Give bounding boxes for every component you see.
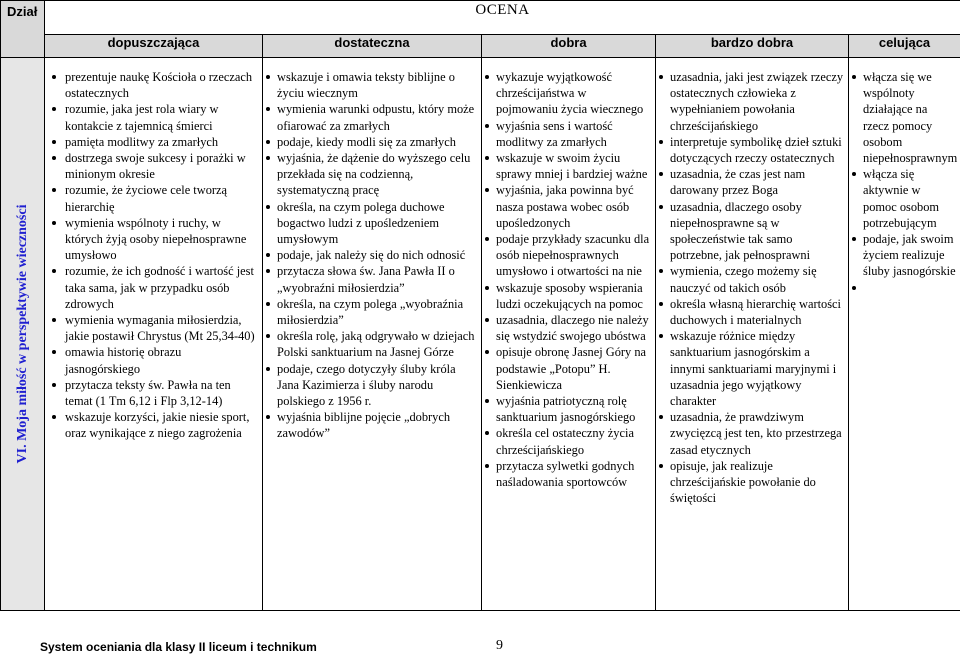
criterion-item: określa, na czym polega „wyobraźnia miłosierdzia”: [263, 296, 477, 328]
criterion-item: wskazuje różnice między sanktuarium jasnogórskim a innymi sanktuariami maryjnymi i uzasadnia jego wyjątkowy charakter: [656, 328, 844, 409]
section-header-label: Dział: [7, 4, 38, 19]
criterion-item: [849, 280, 956, 296]
criterion-item: przytacza teksty św. Pawła na ten temat (1 Tm 6,12 i Flp 3,12-14): [45, 377, 258, 409]
criterion-item: wskazuje i omawia teksty biblijne o życiu wiecznym: [263, 69, 477, 101]
criterion-item: podaje przykłady szacunku dla osób niepełnosprawnych umysłowo i otwartości na nie: [482, 231, 651, 280]
criterion-item: wyjaśnia patriotyczną rolę sanktuarium jasnogórskiego: [482, 393, 651, 425]
criterion-item: podaje, jak należy się do nich odnosić: [263, 247, 477, 263]
grade-header-celujaca: celująca: [849, 35, 960, 58]
criterion-item: uzasadnia, że czas jest nam darowany przez Boga: [656, 166, 844, 198]
criterion-item: uzasadnia, jaki jest związek rzeczy ostatecznych człowieka z wypełnianiem powołania chrześcijańskiego: [656, 69, 844, 134]
criterion-item: podaje, czego dotyczyły śluby króla Jana Kazimierza i śluby narodu polskiego z 1956 r.: [263, 361, 477, 410]
page-number: 9: [496, 638, 503, 653]
criterion-item: przytacza słowa św. Jana Pawła II o „wyobraźni miłosierdzia”: [263, 263, 477, 295]
criterion-item: wskazuje w swoim życiu sprawy mniej i bardziej ważne: [482, 150, 651, 182]
criterion-item: opisuje obronę Jasnej Góry na podstawie „Potopu” H. Sienkiewicza: [482, 344, 651, 393]
section-title: VI. Moja miłość w perspektywie wieczności: [14, 204, 30, 464]
criterion-item: określa, na czym polega duchowe bogactwo ludzi z upośledzeniem umysłowym: [263, 199, 477, 248]
criterion-item: określa cel ostateczny życia chrześcijańskiego: [482, 425, 651, 457]
criterion-item: prezentuje naukę Kościoła o rzeczach ostatecznych: [45, 69, 258, 101]
grade-header-bardzo-dobra: bardzo dobra: [656, 35, 849, 58]
column-dobra: [482, 58, 656, 611]
criterion-item: uzasadnia, dlaczego osoby niepełnosprawne są w społeczeństwie tak samo potrzebne, jak pełnosprawni: [656, 199, 844, 264]
section-title-cell: [1, 58, 45, 611]
criterion-item: wymienia wspólnoty i ruchy, w których żyją osoby niepełnosprawne umysłowo: [45, 215, 258, 264]
criterion-item: wyjaśnia sens i wartość modlitwy za zmarłych: [482, 118, 651, 150]
criterion-item: dostrzega swoje sukcesy i porażki w minionym okresie: [45, 150, 258, 182]
criterion-item: wyjaśnia, jaka powinna być nasza postawa wobec osób upośledzonych: [482, 182, 651, 231]
criterion-item: wykazuje wyjątkowość chrześcijaństwa w pojmowaniu życia wiecznego: [482, 69, 651, 118]
criterion-item: omawia historię obrazu jasnogórskiego: [45, 344, 258, 376]
criterion-item: wymienia, czego możemy się nauczyć od takich osób: [656, 263, 844, 295]
criterion-item: podaje, kiedy modli się za zmarłych: [263, 134, 477, 150]
criterion-item: określa własną hierarchię wartości duchowych i materialnych: [656, 296, 844, 328]
column-bardzo-dobra: [656, 58, 849, 611]
criterion-item: podaje, jak swoim życiem realizuje śluby jasnogórskie: [849, 231, 956, 280]
grade-header-dostateczna: dostateczna: [263, 35, 482, 58]
column-celujaca: [849, 58, 960, 611]
criterion-item: uzasadnia, dlaczego nie należy się wstydzić swojego ubóstwa: [482, 312, 651, 344]
ocena-header-label: OCENA: [475, 2, 530, 18]
column-dostateczna: [263, 58, 482, 611]
criterion-item: przytacza sylwetki godnych naśladowania sportowców: [482, 458, 651, 490]
grade-header-dobra: dobra: [482, 35, 656, 58]
criterion-item: wyjaśnia biblijne pojęcie „dobrych zawodów”: [263, 409, 477, 441]
criterion-item: wskazuje korzyści, jakie niesie sport, oraz wynikające z niego zagrożenia: [45, 409, 258, 441]
section-header-cell: [1, 1, 45, 58]
criterion-item: rozumie, że ich godność i wartość jest taka sama, jak w przypadku osób zdrowych: [45, 263, 258, 312]
criterion-item: rozumie, że życiowe cele tworzą hierarchię: [45, 182, 258, 214]
criterion-item: wyjaśnia, że dążenie do wyższego celu przekłada się na codzienną, systematyczną pracę: [263, 150, 477, 199]
criterion-item: interpretuje symbolikę dzieł sztuki dotyczących rzeczy ostatecznych: [656, 134, 844, 166]
criterion-item: rozumie, jaka jest rola wiary w kontakcie z tajemnicą śmierci: [45, 101, 258, 133]
criterion-item: włącza się aktywnie w pomoc osobom potrzebującym: [849, 166, 956, 231]
footer-text: System oceniania dla klasy II liceum i technikum: [40, 640, 317, 654]
criterion-item: uzasadnia, że prawdziwym zwycięzcą jest ten, kto przestrzega zasad etycznych: [656, 409, 844, 458]
grade-header-dopuszczajaca: dopuszczająca: [45, 35, 263, 58]
criterion-item: określa rolę, jaką odgrywało w dziejach Polski sanktuarium na Jasnej Górze: [263, 328, 477, 360]
column-dopuszczajaca: [45, 58, 263, 611]
criterion-item: włącza się we wspólnoty działające na rzecz pomocy osobom niepełnosprawnym: [849, 69, 956, 166]
criterion-item: pamięta modlitwy za zmarłych: [45, 134, 258, 150]
ocena-header-cell: [45, 1, 960, 35]
criterion-item: wymienia warunki odpustu, który może ofiarować za zmarłych: [263, 101, 477, 133]
criterion-item: wskazuje sposoby wspierania ludzi oczekujących na pomoc: [482, 280, 651, 312]
criterion-item: opisuje, jak realizuje chrześcijańskie powołanie do świętości: [656, 458, 844, 507]
criterion-item: wymienia wymagania miłosierdzia, jakie postawił Chrystus (Mt 25,34-40): [45, 312, 258, 344]
